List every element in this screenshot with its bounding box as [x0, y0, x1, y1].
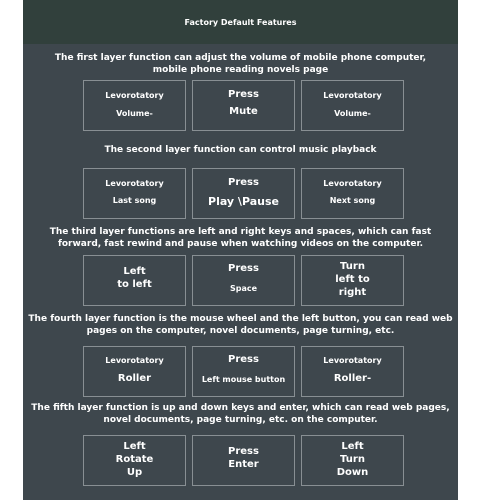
layer-3-turn-cell: Turn left to right — [301, 255, 404, 306]
page-header — [23, 0, 458, 44]
layer-1-press-cell: Press Mute — [192, 80, 295, 131]
page-title: Factory Default Features — [184, 17, 297, 27]
layer-5-turn-down-cell: Left Turn Down — [301, 435, 404, 486]
layer-5-rotate-up-cell: Left Rotate Up — [83, 435, 186, 486]
layer-2-rotate-right-cell: Levorotatory Next song — [301, 168, 404, 219]
layer-3-title: The third layer functions are left and right keys and spaces, which can fast forward, fast rewind and pause when watching videos on the computer. — [49, 227, 432, 249]
layer-1-title: The first layer function can adjust the volume of mobile phone computer, mobile phone reading novels page — [54, 53, 427, 75]
layer-4-press-cell: Press Left mouse button — [192, 346, 295, 397]
layer-4-rotate-left-cell: Levorotatory Roller — [83, 346, 186, 397]
layer-3-left-cell: Left to left — [83, 255, 186, 306]
layer-3-press-cell: Press Space — [192, 255, 295, 306]
layer-1-rotate-left-cell: Levorotatory Volume- — [83, 80, 186, 131]
layer-5-title: The fifth layer function is up and down keys and enter, which can read web pages, novel documents, page turning, etc. on the computer. — [31, 403, 450, 425]
layer-4-rotate-right-cell: Levorotatory Roller- — [301, 346, 404, 397]
layer-2-rotate-left-cell: Levorotatory Last song — [83, 168, 186, 219]
layer-2-press-cell: Press Play \Pause — [192, 168, 295, 219]
layer-1-rotate-right-cell: Levorotatory Volume- — [301, 80, 404, 131]
layer-4-title: The fourth layer function is the mouse wheel and the left button, you can read web pages on the computer, novel documents, page turning, etc. — [28, 314, 453, 336]
features-panel — [23, 0, 458, 500]
layer-5-press-cell: Press Enter — [192, 435, 295, 486]
layer-2-title: The second layer function can control music playback — [104, 145, 377, 155]
